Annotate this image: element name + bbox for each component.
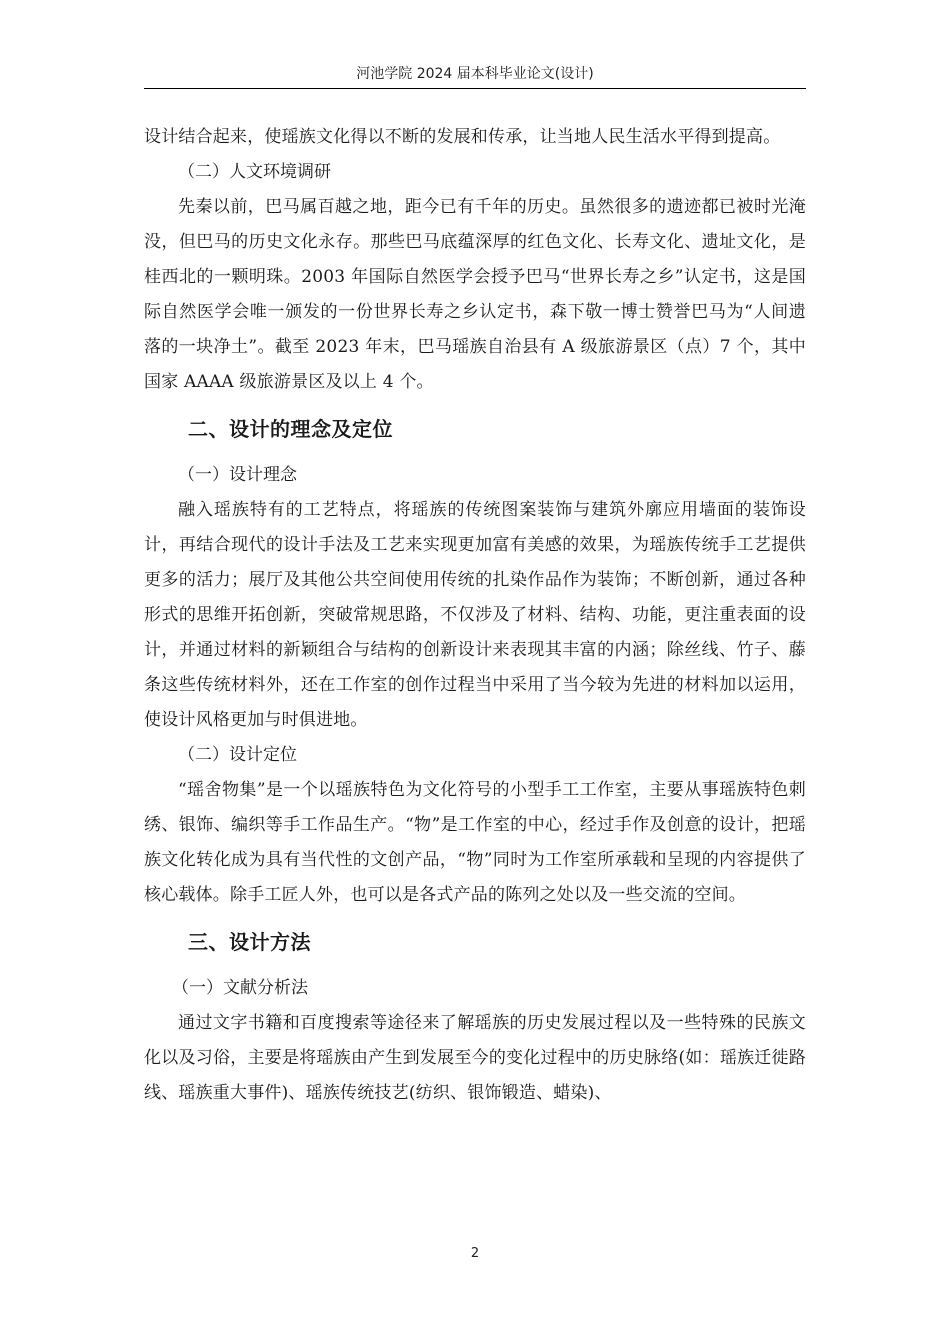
paragraph-humanities-survey: 先秦以前，巴马属百越之地，距今已有千年的历史。虽然很多的遗迹都已被时光淹没，但巴马的历史文化永存。那些巴马底蕴深厚的红色文化、长寿文化、遗址文化，是桂西北的一颗明珠。2003 年国际自然医学会授予巴马“世界长寿之乡”认定书，这是国际自然医学会唯一颁发的一份世界长寿之乡认定书，森下敬一博士赞誉巴马为“人间遗落的一块净土”。截至 2023 年末，巴马瑶族自治县有 A 级旅游景区（点）7 个，其中国家 AAAA 级旅游景区及以上 4 个。 <box>144 197 806 392</box>
body-text <box>144 120 806 1111</box>
header-rule <box>144 88 806 89</box>
subheading-design-concept: （一）设计理念 <box>178 465 297 485</box>
subheading-design-positioning: （二）设计定位 <box>178 745 297 765</box>
paragraph-design-concept: 融入瑶族特有的工艺特点，将瑶族的传统图案装饰与建筑外廓应用墙面的装饰设计，再结合现代的设计手法及工艺来实现更加富有美感的效果，为瑶族传统手工艺提供更多的活力；展厅及其他公共空间使用传统的扎染作品作为装饰；不断创新，通过各种形式的思维开拓创新，突破常规思路，不仅涉及了材料、结构、功能，更注重表面的设计，并通过材料的新颖组合与结构的创新设计来表现其丰富的内涵；除丝线、竹子、藤条这些传统材料外，还在工作室的创作过程当中采用了当今较为先进的材料加以运用，使设计风格更加与时俱进地。 <box>144 500 806 730</box>
subheading-humanities-survey: （二）人文环境调研 <box>178 162 331 182</box>
subheading-literature-analysis: （一）文献分析法 <box>172 978 308 998</box>
running-header: 河池学院 2024 届本科毕业论文(设计) <box>356 66 594 82</box>
paragraph-continuation: 设计结合起来，使瑶族文化得以不断的发展和传承，让当地人民生活水平得到提高。 <box>144 127 781 147</box>
section-heading-concept-positioning: 二、设计的理念及定位 <box>188 417 393 441</box>
page-number: 2 <box>470 1246 480 1261</box>
paragraph-design-positioning: “瑶舍物集”是一个以瑶族特色为文化符号的小型手工工作室，主要从事瑶族特色刺绣、银饰、编织等手工作品生产。“物”是工作室的中心，经过手作及创意的设计，把瑶族文化转化成为具有当代性的文创产品，“物”同时为工作室所承载和呈现的内容提供了核心载体。除手工匠人外，也可以是各式产品的陈列之处以及一些交流的空间。 <box>144 780 806 905</box>
section-heading-design-methods: 三、设计方法 <box>188 930 311 954</box>
paragraph-literature-analysis: 通过文字书籍和百度搜索等途径来了解瑶族的历史发展过程以及一些特殊的民族文化以及习俗，主要是将瑶族由产生到发展至今的变化过程中的历史脉络(如：瑶族迁徙路线、瑶族重大事件)、瑶族传统技艺(纺织、银饰锻造、蜡染)、 <box>144 1013 806 1103</box>
